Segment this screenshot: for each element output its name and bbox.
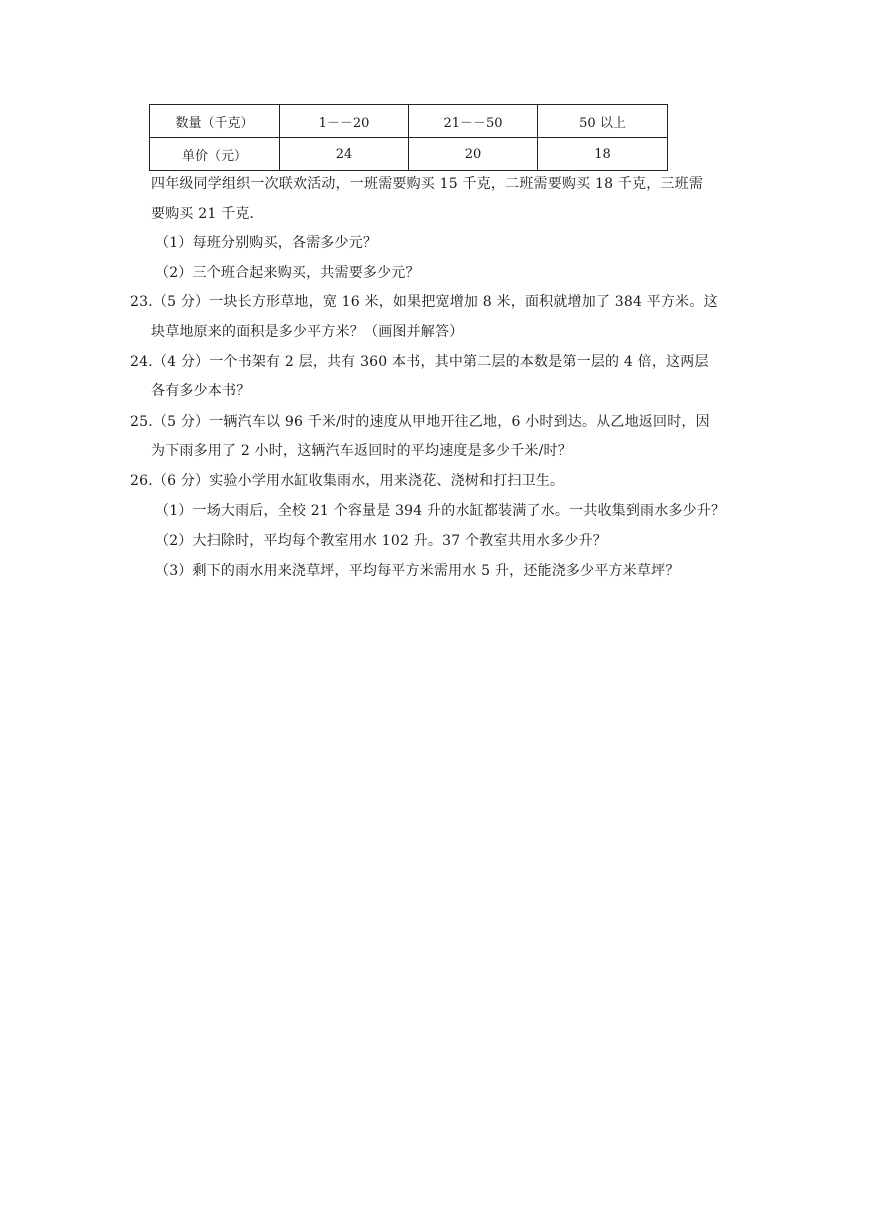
q25-line2: 为下雨多用了 2 小时，这辆汽车返回时的平均速度是多少千米/时？ (151, 443, 572, 459)
q22-intro-line2: 要购买 21 千克． (151, 206, 264, 222)
q23-line2: 块草地原来的面积是多少平方米？（画图并解答） (151, 324, 464, 340)
q26-part1: （1）一场大雨后，全校 21 个容量是 394 升的水缸都装满了水。一共收集到雨水多少升？ (155, 503, 726, 519)
q23-line1: 23.（5 分）一块长方形草地，宽 16 米，如果把宽增加 8 米，面积就增加了 384 平方米。这 (130, 294, 718, 310)
table-cell: 数量（千克） (150, 105, 280, 138)
q22-intro-line1: 四年级同学组织一次联欢活动，一班需要购买 15 千克，二班需要购买 18 千克，三班需 (151, 176, 704, 192)
q26-part3: （3）剩下的雨水用来浇草坪，平均每平方米需用水 5 升，还能浇多少平方米草坪？ (155, 563, 680, 579)
table-row (150, 138, 668, 171)
table-cell: 50 以上 (538, 105, 668, 138)
price-table (149, 104, 668, 171)
q22-part1: （1）每班分别购买，各需多少元？ (155, 235, 378, 251)
q24-line2: 各有多少本书？ (151, 383, 251, 399)
table-row (150, 105, 668, 138)
table-cell: 18 (538, 138, 668, 171)
table-cell: 单价（元） (150, 138, 280, 171)
q26-part2: （2）大扫除时，平均每个教室用水 102 升。37 个教室共用水多少升？ (155, 533, 607, 549)
q25-line1: 25.（5 分）一辆汽车以 96 千米/时的速度从甲地开往乙地，6 小时到达。从乙地返回时，因 (130, 414, 710, 430)
q24-line1: 24.（4 分）一个书架有 2 层，共有 360 本书，其中第二层的本数是第一层的 4 倍，这两层 (130, 354, 709, 370)
table-cell: 20 (409, 138, 538, 171)
q22-part2: （2）三个班合起来购买，共需要多少元？ (155, 265, 420, 281)
table-cell: 24 (280, 138, 409, 171)
table-cell: 21－－50 (409, 105, 538, 138)
q26-line1: 26.（6 分）实验小学用水缸收集雨水，用来浇花、浇树和打扫卫生。 (130, 473, 565, 489)
table-cell: 1－－20 (280, 105, 409, 138)
